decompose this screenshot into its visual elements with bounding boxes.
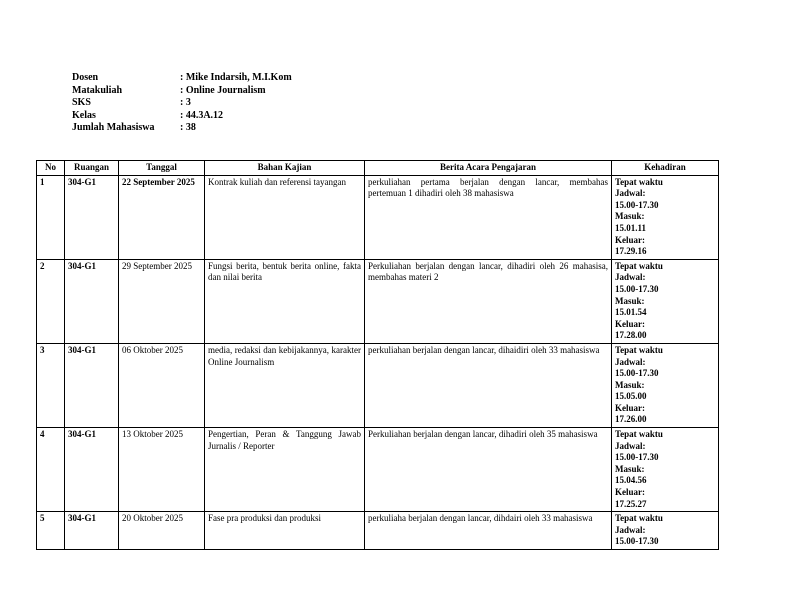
attendance-table: [36, 160, 719, 550]
cell-berita-acara: Perkuliahan berjalan dengan lancar, dihadiri oleh 26 mahasisa, membahas materi 2: [365, 259, 612, 343]
col-header-bahan-kajian: Bahan Kajian: [205, 161, 365, 176]
kelas-row: [72, 110, 292, 123]
matakuliah-label: Matakuliah: [72, 84, 123, 96]
kehadiran-keluar-label: Keluar:: [615, 234, 645, 245]
col-header-ruangan: Ruangan: [65, 161, 119, 176]
kehadiran-jadwal-value: 15.00-17.30: [615, 452, 659, 463]
kehadiran-masuk-value: 15.01.54: [615, 307, 647, 318]
table-row: [37, 428, 719, 512]
kehadiran-status: Tepat waktu: [615, 344, 663, 355]
cell-kehadiran: [612, 428, 719, 512]
table-row: [37, 175, 719, 259]
kehadiran-jadwal-label: Jadwal:: [615, 440, 646, 451]
kelas-label: Kelas: [72, 109, 96, 121]
kehadiran-jadwal-value: 15.00-17.30: [615, 199, 659, 210]
kehadiran-status: Tepat waktu: [615, 429, 663, 440]
col-header-berita-acara: Berita Acara Pengajaran: [365, 161, 612, 176]
table-header-row: [37, 161, 719, 176]
kehadiran-jadwal-label: Jadwal:: [615, 356, 646, 367]
dosen-row: [72, 72, 292, 85]
cell-tanggal: 22 September 2025: [119, 175, 205, 259]
cell-kehadiran: [612, 343, 719, 427]
cell-bahan-kajian: Fungsi berita, bentuk berita online, fakta dan nilai berita: [205, 259, 365, 343]
kehadiran-masuk-label: Masuk:: [615, 379, 645, 390]
course-info: [72, 72, 292, 135]
dosen-value: : Mike Indarsih, M.I.Kom: [180, 72, 292, 83]
cell-berita-acara: perkuliaha berjalan dengan lancar, dihdairi oleh 33 mahasiswa: [365, 512, 612, 550]
kehadiran-status: Tepat waktu: [615, 176, 663, 187]
matakuliah-value: : Online Journalism: [180, 84, 266, 96]
cell-kehadiran: [612, 512, 719, 550]
dosen-label: Dosen: [72, 72, 99, 83]
cell-tanggal: 13 Oktober 2025: [119, 428, 205, 512]
cell-berita-acara: perkuliahan berjalan dengan lancar, dihaidiri oleh 33 mahasiswa: [365, 343, 612, 427]
kehadiran-masuk-label: Masuk:: [615, 211, 645, 222]
jumlah-row: [72, 122, 292, 135]
kehadiran-status: Tepat waktu: [615, 513, 663, 524]
kehadiran-masuk-value: 15.04.56: [615, 475, 647, 486]
kehadiran-keluar-value: 17.28.00: [615, 330, 647, 341]
kelas-value: : 44.3A.12: [180, 109, 224, 121]
kehadiran-jadwal-value: 15.00-17.30: [615, 536, 659, 547]
cell-ruangan: 304-G1: [65, 343, 119, 427]
cell-no: 3: [37, 343, 65, 427]
kehadiran-keluar-value: 17.29.16: [615, 246, 647, 257]
sks-value: : 3: [180, 97, 191, 108]
jumlah-value: : 38: [180, 122, 196, 133]
cell-berita-acara: Perkuliahan berjalan dengan lancar, dihadiri oleh 35 mahasiswa: [365, 428, 612, 512]
kehadiran-keluar-value: 17.25.27: [615, 498, 647, 509]
cell-bahan-kajian: Kontrak kuliah dan referensi tayangan: [205, 175, 365, 259]
kehadiran-masuk-label: Masuk:: [615, 463, 645, 474]
kehadiran-keluar-label: Keluar:: [615, 318, 645, 329]
table-row: [37, 259, 719, 343]
cell-ruangan: 304-G1: [65, 259, 119, 343]
kehadiran-jadwal-value: 15.00-17.30: [615, 283, 659, 294]
col-header-tanggal: Tanggal: [119, 161, 205, 176]
cell-kehadiran: [612, 259, 719, 343]
cell-berita-acara: perkuliahan pertama berjalan dengan lancar, membahas pertemuan 1 dihadiri oleh 38 mahasiswa: [365, 175, 612, 259]
cell-bahan-kajian: Pengertian, Peran & Tanggung Jawab Jurnalis / Reporter: [205, 428, 365, 512]
cell-ruangan: 304-G1: [65, 175, 119, 259]
cell-no: 4: [37, 428, 65, 512]
kehadiran-jadwal-value: 15.00-17.30: [615, 368, 659, 379]
sks-label: SKS: [72, 97, 91, 108]
cell-no: 2: [37, 259, 65, 343]
col-header-no: No: [37, 161, 65, 176]
kehadiran-masuk-value: 15.05.00: [615, 391, 647, 402]
col-header-kehadiran: Kehadiran: [612, 161, 719, 176]
cell-tanggal: 06 Oktober 2025: [119, 343, 205, 427]
cell-kehadiran: [612, 175, 719, 259]
kehadiran-keluar-label: Keluar:: [615, 487, 645, 498]
kehadiran-masuk-label: Masuk:: [615, 295, 645, 306]
matakuliah-row: [72, 85, 292, 98]
kehadiran-jadwal-label: Jadwal:: [615, 272, 646, 283]
cell-bahan-kajian: media, redaksi dan kebijakannya, karakter Online Journalism: [205, 343, 365, 427]
cell-tanggal: 29 September 2025: [119, 259, 205, 343]
jumlah-label: Jumlah Mahasiswa: [72, 122, 155, 133]
cell-ruangan: 304-G1: [65, 428, 119, 512]
kehadiran-keluar-label: Keluar:: [615, 402, 645, 413]
table-row: [37, 512, 719, 550]
cell-no: 1: [37, 175, 65, 259]
cell-tanggal: 20 Oktober 2025: [119, 512, 205, 550]
sks-row: [72, 97, 292, 110]
kehadiran-jadwal-label: Jadwal:: [615, 524, 646, 535]
kehadiran-keluar-value: 17.26.00: [615, 414, 647, 425]
kehadiran-masuk-value: 15.01.11: [615, 222, 647, 233]
kehadiran-status: Tepat waktu: [615, 260, 663, 271]
cell-no: 5: [37, 512, 65, 550]
cell-ruangan: 304-G1: [65, 512, 119, 550]
table-row: [37, 343, 719, 427]
kehadiran-jadwal-label: Jadwal:: [615, 188, 646, 199]
cell-bahan-kajian: Fase pra produksi dan produksi: [205, 512, 365, 550]
